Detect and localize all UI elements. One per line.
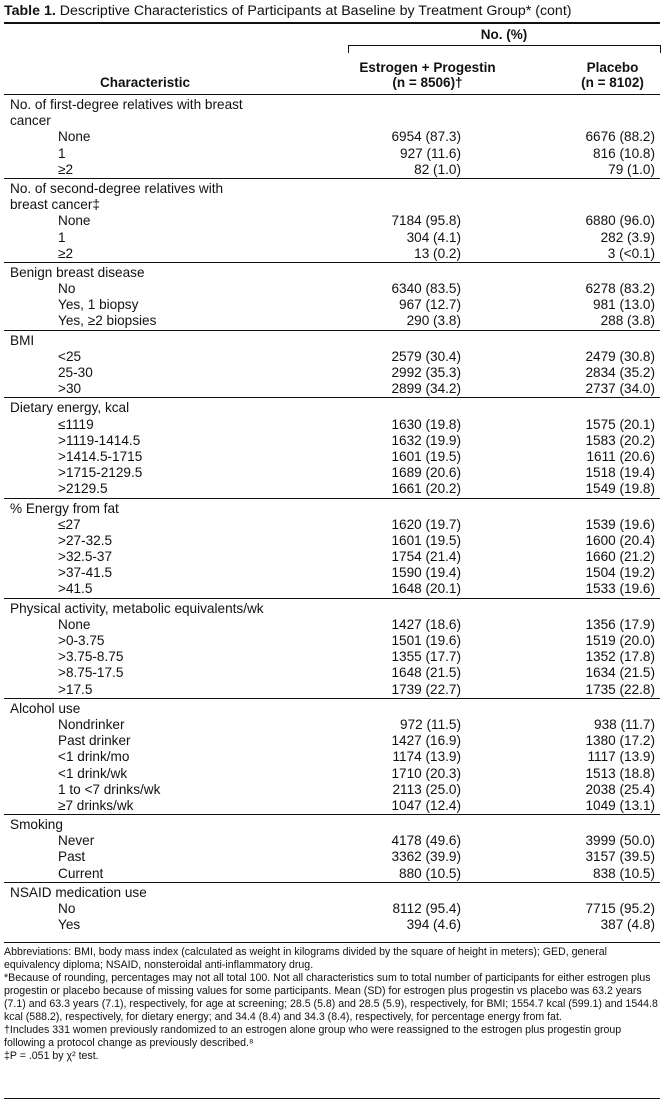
- footnote-end-rule: [4, 1098, 660, 1099]
- estrogen-value: 1620 (19.7): [391, 516, 461, 532]
- placebo-value: 3 (<0.1): [607, 245, 655, 261]
- row-label: No: [58, 281, 76, 297]
- footnote: *Because of rounding, percentages may not all total 100. Not all characteristics sum to total number of participants for either estrogen plus progestin or placebo because of missing values for some participants. Mean (SD) for estrogen plus progestin vs placebo was 63.2 years (7.1) and 63.3 years (7.1), respectively, for age at screening; 28.5 (5.8) and 28.5 (5.9), respectively, for BMI; 1554.7 kcal (599.1) and 1544.8 kcal (588.2), respectively, for dietary energy; and 34.4 (8.4) and 34.3 (8.4), respectively, for percentage energy from fat.: [4, 972, 658, 1023]
- table-row: [0, 449, 664, 465]
- group-divider: [4, 262, 660, 263]
- estrogen-value: 1648 (20.1): [391, 581, 461, 597]
- placebo-value: 3999 (50.0): [585, 833, 655, 849]
- row-label: >30: [58, 381, 82, 397]
- column-span-bracket: [348, 45, 661, 53]
- table-row: [0, 417, 664, 433]
- table-row: [0, 146, 664, 162]
- footnotes: [4, 946, 658, 1063]
- group-title-row: [0, 400, 664, 416]
- estrogen-value: 2992 (35.3): [391, 365, 461, 380]
- table-group: [0, 265, 664, 330]
- group-divider: [4, 498, 660, 499]
- table-row: [0, 381, 664, 397]
- estrogen-value: 8112 (95.4): [392, 901, 461, 916]
- estrogen-value: 1427 (16.9): [391, 733, 461, 749]
- row-label: None: [58, 616, 91, 632]
- group-divider: [4, 882, 660, 883]
- row-label: >2129.5: [58, 481, 108, 497]
- characteristic-header: Characteristic: [99, 75, 191, 90]
- row-label: >1414.5-1715: [58, 448, 143, 464]
- placebo-value: 1513 (18.8): [585, 765, 655, 781]
- estrogen-value: 972 (11.5): [400, 716, 461, 732]
- group-title-row: [0, 601, 664, 617]
- estrogen-column-header: [340, 60, 515, 90]
- group-title: NSAID medication use: [10, 884, 147, 900]
- estrogen-value: 1689 (20.6): [391, 465, 461, 481]
- placebo-value: 1735 (22.8): [585, 681, 655, 697]
- table-group: [0, 601, 664, 698]
- placebo-value: 2038 (25.4): [585, 781, 655, 797]
- group-title-row: [0, 701, 664, 717]
- placebo-value: 6676 (88.2): [585, 129, 655, 145]
- placebo-value: 1533 (19.6): [585, 581, 655, 597]
- row-label: ≤1119: [58, 416, 94, 432]
- placebo-value: 1049 (13.1): [585, 797, 655, 813]
- estrogen-value: 1661 (20.2): [391, 481, 461, 497]
- table-row: [0, 129, 664, 145]
- table-row: [0, 749, 664, 765]
- estrogen-value: 2899 (34.2): [391, 381, 461, 397]
- row-label: >3.75-8.75: [58, 649, 124, 665]
- table-group: [0, 817, 664, 882]
- group-title: Smoking: [10, 817, 63, 833]
- table-row: [0, 682, 664, 698]
- estrogen-value: 880 (10.5): [399, 865, 461, 881]
- estrogen-value: 1648 (21.5): [391, 665, 461, 681]
- placebo-column-header: [560, 60, 664, 90]
- placebo-value: 1356 (17.9): [585, 616, 655, 632]
- placebo-value: 2834 (35.2): [585, 365, 655, 380]
- row-label: No: [58, 901, 76, 916]
- row-label: Nondrinker: [58, 716, 125, 732]
- row-label: <1 drink/mo: [58, 749, 130, 765]
- row-label: >37-41.5: [58, 565, 113, 581]
- group-title-row: [0, 501, 664, 517]
- estrogen-value: 927 (11.6): [400, 145, 461, 161]
- placebo-value: 838 (10.5): [593, 865, 655, 881]
- table-row: [0, 849, 664, 865]
- row-label: None: [58, 213, 91, 229]
- row-label: 25-30: [58, 365, 93, 380]
- table-row: [0, 798, 664, 814]
- estrogen-value: 82 (1.0): [414, 161, 461, 177]
- group-title: breast cancer‡: [10, 197, 100, 213]
- row-label: Yes, 1 biopsy: [58, 297, 139, 313]
- estrogen-value: 1710 (20.3): [391, 765, 461, 781]
- estrogen-value: 1739 (22.7): [391, 681, 461, 697]
- row-label: 1: [58, 145, 66, 161]
- placebo-value: 6278 (83.2): [585, 281, 655, 297]
- table-group: [0, 400, 664, 497]
- table-row: [0, 162, 664, 178]
- table-row: [0, 766, 664, 782]
- table-title: [4, 2, 660, 20]
- placebo-value: 1380 (17.2): [585, 733, 655, 749]
- placebo-value: 2479 (30.8): [585, 348, 655, 364]
- table-row: [0, 782, 664, 798]
- table-row: [0, 901, 664, 917]
- estrogen-value: 1355 (17.7): [391, 649, 461, 665]
- row-label: >0-3.75: [58, 633, 105, 648]
- row-label: Past drinker: [58, 733, 131, 749]
- table-row: [0, 866, 664, 882]
- placebo-value: 1519 (20.0): [585, 633, 655, 648]
- table-row: [0, 313, 664, 329]
- group-title-row: [0, 197, 664, 213]
- table-row: [0, 365, 664, 381]
- placebo-value: 938 (11.7): [594, 716, 655, 732]
- placebo-value: 79 (1.0): [608, 161, 655, 177]
- group-title: Benign breast disease: [10, 264, 145, 280]
- table-row: [0, 246, 664, 262]
- row-label: >27-32.5: [58, 532, 113, 548]
- placebo-value: 1660 (21.2): [585, 549, 655, 565]
- estrogen-value: 4178 (49.6): [391, 833, 461, 849]
- estrogen-value: 1601 (19.5): [391, 448, 461, 464]
- footnote: ‡P = .051 by χ² test.: [4, 1050, 99, 1062]
- estrogen-value: 1632 (19.9): [391, 432, 461, 448]
- estrogen-value: 1630 (19.8): [391, 416, 461, 432]
- top-rule: [4, 22, 660, 24]
- group-divider: [4, 814, 660, 815]
- estrogen-value: 6954 (87.3): [391, 129, 461, 145]
- placebo-value: 1634 (21.5): [585, 665, 655, 681]
- row-label: <1 drink/wk: [58, 765, 128, 781]
- table-row: [0, 549, 664, 565]
- row-label: >41.5: [58, 581, 93, 597]
- group-title: % Energy from fat: [10, 500, 119, 516]
- group-title: Physical activity, metabolic equivalents/wk: [10, 600, 264, 616]
- placebo-header-line1: Placebo: [586, 60, 639, 75]
- estrogen-value: 1754 (21.4): [391, 549, 461, 565]
- row-label: ≤27: [58, 516, 81, 532]
- row-label: Past: [58, 849, 86, 865]
- table-row: [0, 533, 664, 549]
- row-label: >8.75-17.5: [58, 665, 124, 681]
- group-title-row: [0, 885, 664, 901]
- estrogen-value: 290 (3.8): [406, 313, 461, 329]
- group-title: Dietary energy, kcal: [10, 400, 130, 416]
- group-title: No. of first-degree relatives with breast: [10, 97, 243, 112]
- group-title-row: [0, 97, 664, 113]
- table-row: [0, 465, 664, 481]
- estrogen-value: 1174 (13.9): [392, 749, 461, 765]
- table-row: [0, 917, 664, 933]
- placebo-value: 1611 (20.6): [586, 448, 655, 464]
- group-divider: [4, 330, 660, 331]
- row-label: ≥2: [58, 245, 74, 261]
- table-row: [0, 213, 664, 229]
- group-title-row: [0, 181, 664, 197]
- header-rule: [4, 94, 660, 95]
- estrogen-value: 304 (4.1): [406, 229, 461, 245]
- placebo-value: 282 (3.9): [600, 229, 655, 245]
- table-row: [0, 833, 664, 849]
- row-label: >32.5-37: [58, 549, 113, 565]
- row-label: >1119-1414.5: [58, 432, 141, 448]
- group-title-row: [0, 817, 664, 833]
- group-title: BMI: [10, 332, 35, 348]
- table-group: [0, 885, 664, 934]
- estrogen-value: 1047 (12.4): [391, 797, 461, 813]
- placebo-value: 1518 (19.4): [585, 465, 655, 481]
- placebo-value: 6880 (96.0): [585, 213, 655, 229]
- estrogen-header-line2: (n = 8506)†: [392, 75, 463, 90]
- group-title: Alcohol use: [10, 700, 81, 716]
- table-row: [0, 633, 664, 649]
- table-row: [0, 617, 664, 633]
- group-title-row: [0, 265, 664, 281]
- table-row: [0, 733, 664, 749]
- table-row: [0, 230, 664, 246]
- placebo-value: 1504 (19.2): [585, 565, 655, 581]
- table-group: [0, 701, 664, 814]
- table-row: [0, 665, 664, 681]
- table-title-label: Table 1.: [4, 3, 56, 19]
- row-label: >1715-2129.5: [58, 465, 143, 481]
- table-group: [0, 333, 664, 398]
- placebo-value: 288 (3.8): [600, 313, 655, 329]
- row-label: Yes, ≥2 biopsies: [58, 313, 157, 329]
- placebo-value: 7715 (95.2): [585, 901, 655, 916]
- estrogen-value: 3362 (39.9): [391, 849, 461, 865]
- estrogen-value: 13 (0.2): [414, 245, 461, 261]
- table-row: [0, 297, 664, 313]
- row-label: 1 to <7 drinks/wk: [58, 781, 161, 797]
- row-label: >17.5: [58, 681, 93, 697]
- row-label: 1: [58, 229, 66, 245]
- row-label: <25: [58, 348, 82, 364]
- estrogen-value: 1501 (19.6): [391, 633, 461, 648]
- group-title-row: [0, 113, 664, 129]
- table-group: [0, 181, 664, 262]
- row-label: Yes: [58, 917, 81, 933]
- group-divider: [4, 698, 660, 699]
- estrogen-value: 2113 (25.0): [392, 781, 461, 797]
- no-pct-header: No. (%): [480, 27, 528, 42]
- placebo-value: 1583 (20.2): [585, 432, 655, 448]
- estrogen-value: 2579 (30.4): [391, 348, 461, 364]
- table-row: [0, 517, 664, 533]
- table-row: [0, 481, 664, 497]
- table-row: [0, 581, 664, 597]
- row-label: ≥2: [58, 161, 74, 177]
- estrogen-value: 6340 (83.5): [391, 281, 461, 297]
- placebo-value: 1352 (17.8): [585, 649, 655, 665]
- estrogen-value: 1590 (19.4): [391, 565, 461, 581]
- placebo-value: 2737 (34.0): [585, 381, 655, 397]
- placebo-value: 1539 (19.6): [585, 516, 655, 532]
- placebo-value: 981 (13.0): [593, 297, 655, 313]
- estrogen-value: 7184 (95.8): [391, 213, 461, 229]
- table-row: [0, 717, 664, 733]
- group-divider: [4, 598, 660, 599]
- table-row: [0, 349, 664, 365]
- row-label: None: [58, 129, 91, 145]
- estrogen-value: 1427 (18.6): [391, 616, 461, 632]
- bottom-rule: [4, 942, 660, 943]
- table-group: [0, 501, 664, 598]
- estrogen-value: 967 (12.7): [399, 297, 461, 313]
- estrogen-value: 394 (4.6): [406, 917, 461, 933]
- footnote: †Includes 331 women previously randomized to an estrogen alone group who were reassigned to the estrogen plus progestin group following a protocol change as previously described.⁸: [4, 1024, 622, 1049]
- table-row: [0, 433, 664, 449]
- group-title: cancer: [10, 113, 51, 129]
- group-title-row: [0, 333, 664, 349]
- table-body: [0, 97, 664, 933]
- group-divider: [4, 397, 660, 398]
- row-label: Never: [58, 833, 95, 849]
- table-row: [0, 281, 664, 297]
- table-title-text: Descriptive Characteristics of Participants at Baseline by Treatment Group* (cont): [59, 3, 572, 19]
- placebo-value: 387 (4.8): [600, 917, 655, 933]
- group-title: No. of second-degree relatives with: [10, 180, 224, 196]
- estrogen-header-line1: Estrogen + Progestin: [359, 60, 496, 75]
- footnote: Abbreviations: BMI, body mass index (calculated as weight in kilograms divided by the square of height in meters); GED, general equivalency diploma; NSAID, nonsteroidal anti-inflammatory drug.: [4, 946, 607, 971]
- table-row: [0, 565, 664, 581]
- placebo-value: 1549 (19.8): [585, 481, 655, 497]
- row-label: Current: [58, 865, 104, 881]
- placebo-value: 816 (10.8): [593, 145, 655, 161]
- group-divider: [4, 178, 660, 179]
- estrogen-value: 1601 (19.5): [391, 532, 461, 548]
- row-label: ≥7 drinks/wk: [58, 797, 134, 813]
- table-group: [0, 97, 664, 178]
- placebo-value: 1575 (20.1): [585, 416, 655, 432]
- table-row: [0, 649, 664, 665]
- placebo-value: 1117 (13.9): [587, 749, 655, 765]
- placebo-header-line2: (n = 8102): [581, 75, 644, 90]
- placebo-value: 3157 (39.5): [585, 849, 655, 865]
- placebo-value: 1600 (20.4): [585, 532, 655, 548]
